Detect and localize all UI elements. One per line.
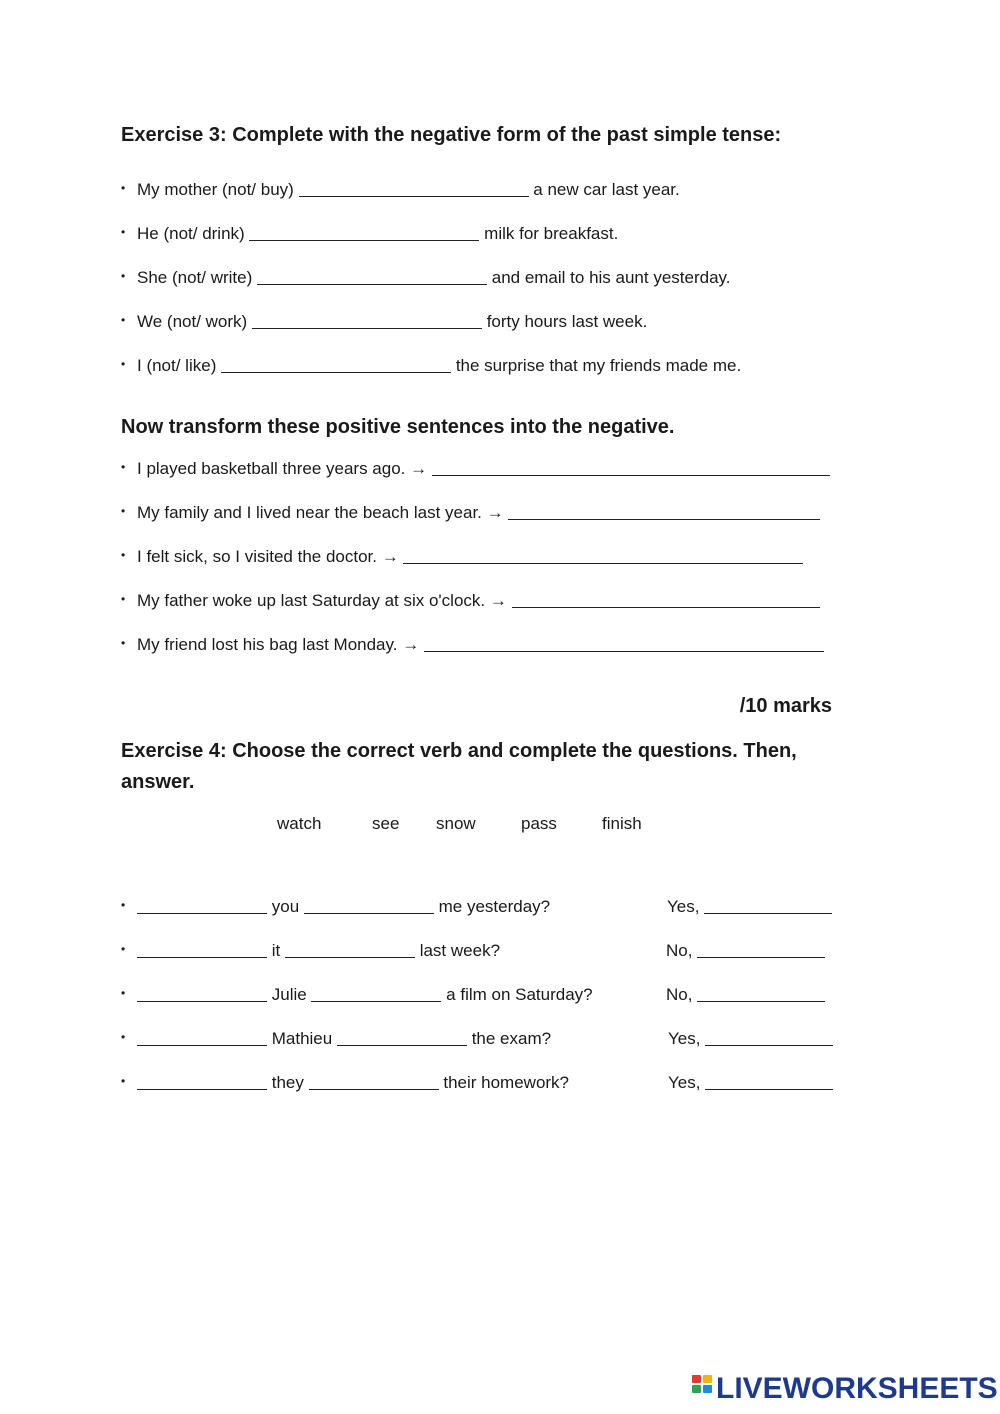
ex4-answer-blank-4[interactable] [705,1029,833,1046]
bullet-icon: • [121,357,126,371]
word-bank-watch: watch [277,814,322,833]
ex4-item-3: • Julie a film on Saturday? [121,985,593,1004]
transform-item-3: • I felt sick, so I visited the doctor. → [121,547,803,567]
ex4-item-2: • it last week? [121,941,501,960]
ex4-aux-blank-5[interactable] [137,1073,267,1090]
bullet-icon: • [121,269,126,283]
ex4-answer-blank-3[interactable] [697,985,825,1002]
bullet-icon: • [121,225,126,239]
liveworksheets-logo-icon [692,1375,714,1401]
bullet-icon: • [121,986,126,1000]
ex4-item-1: • you me yesterday? [121,897,551,916]
word-bank-snow: snow [436,814,476,833]
ex4-verb-blank-4[interactable] [337,1029,467,1046]
ex3-item-1: • My mother (not/ buy) a new car last year. [121,180,680,199]
ex4-answer-2: No, [666,941,825,961]
ex3-answer-blank-5[interactable] [221,356,451,373]
liveworksheets-logo[interactable]: LIVEWORKSHEETS [692,1372,998,1406]
word-bank-see: see [372,814,400,833]
transform-item-1: • I played basketball three years ago. → [121,459,830,479]
bullet-icon: • [121,460,126,474]
ex4-aux-blank-4[interactable] [137,1029,267,1046]
bullet-icon: • [121,1030,126,1044]
ex4-item-5: • they their homework? [121,1073,570,1092]
word-bank-pass: pass [521,814,557,833]
transform-answer-blank-1[interactable] [432,459,830,476]
ex4-answer-1: Yes, [667,897,832,917]
transform-item-5: • My friend lost his bag last Monday. → [121,635,824,655]
bullet-icon: • [121,181,126,195]
transform-answer-blank-2[interactable] [508,503,820,520]
transform-answer-blank-5[interactable] [424,635,824,652]
ex4-answer-3: No, [666,985,825,1005]
ex4-verb-blank-1[interactable] [304,897,434,914]
ex3-item-4: • We (not/ work) forty hours last week. [121,312,648,331]
transform-answer-blank-3[interactable] [403,547,803,564]
bullet-icon: • [121,592,126,606]
transform-answer-blank-4[interactable] [512,591,820,608]
bullet-icon: • [121,942,126,956]
word-bank-finish: finish [602,814,642,833]
ex4-answer-blank-5[interactable] [705,1073,833,1090]
bullet-icon: • [121,1074,126,1088]
ex4-aux-blank-1[interactable] [137,897,267,914]
ex3-item-5: • I (not/ like) the surprise that my friends made me. [121,356,742,375]
bullet-icon: • [121,548,126,562]
ex4-answer-4: Yes, [668,1029,833,1049]
exercise-4-title-line1: Exercise 4: Choose the correct verb and complete the questions. Then, [121,740,797,762]
transform-item-2: • My family and I lived near the beach last year. → [121,503,820,523]
ex4-aux-blank-3[interactable] [137,985,267,1002]
transform-title: Now transform these positive sentences into the negative. [121,416,675,438]
ex4-verb-blank-5[interactable] [309,1073,439,1090]
ex4-verb-blank-3[interactable] [311,985,441,1002]
ex3-item-2: • He (not/ drink) milk for breakfast. [121,224,619,243]
exercise-3-title: Exercise 3: Complete with the negative form of the past simple tense: [121,124,782,146]
ex4-item-4: • Mathieu the exam? [121,1029,552,1048]
ex4-answer-5: Yes, [668,1073,833,1093]
bullet-icon: • [121,504,126,518]
transform-item-4: • My father woke up last Saturday at six o'clock. → [121,591,820,611]
ex3-answer-blank-1[interactable] [299,180,529,197]
ex4-answer-blank-1[interactable] [704,897,832,914]
ex3-answer-blank-3[interactable] [257,268,487,285]
ex3-answer-blank-2[interactable] [249,224,479,241]
exercise-4-title-line2: answer. [121,771,195,793]
ex3-answer-blank-4[interactable] [252,312,482,329]
marks-label: /10 marks [739,695,832,717]
bullet-icon: • [121,636,126,650]
ex4-verb-blank-2[interactable] [285,941,415,958]
bullet-icon: • [121,898,126,912]
bullet-icon: • [121,313,126,327]
ex3-item-3: • She (not/ write) and email to his aunt yesterday. [121,268,731,287]
ex4-aux-blank-2[interactable] [137,941,267,958]
ex4-answer-blank-2[interactable] [697,941,825,958]
